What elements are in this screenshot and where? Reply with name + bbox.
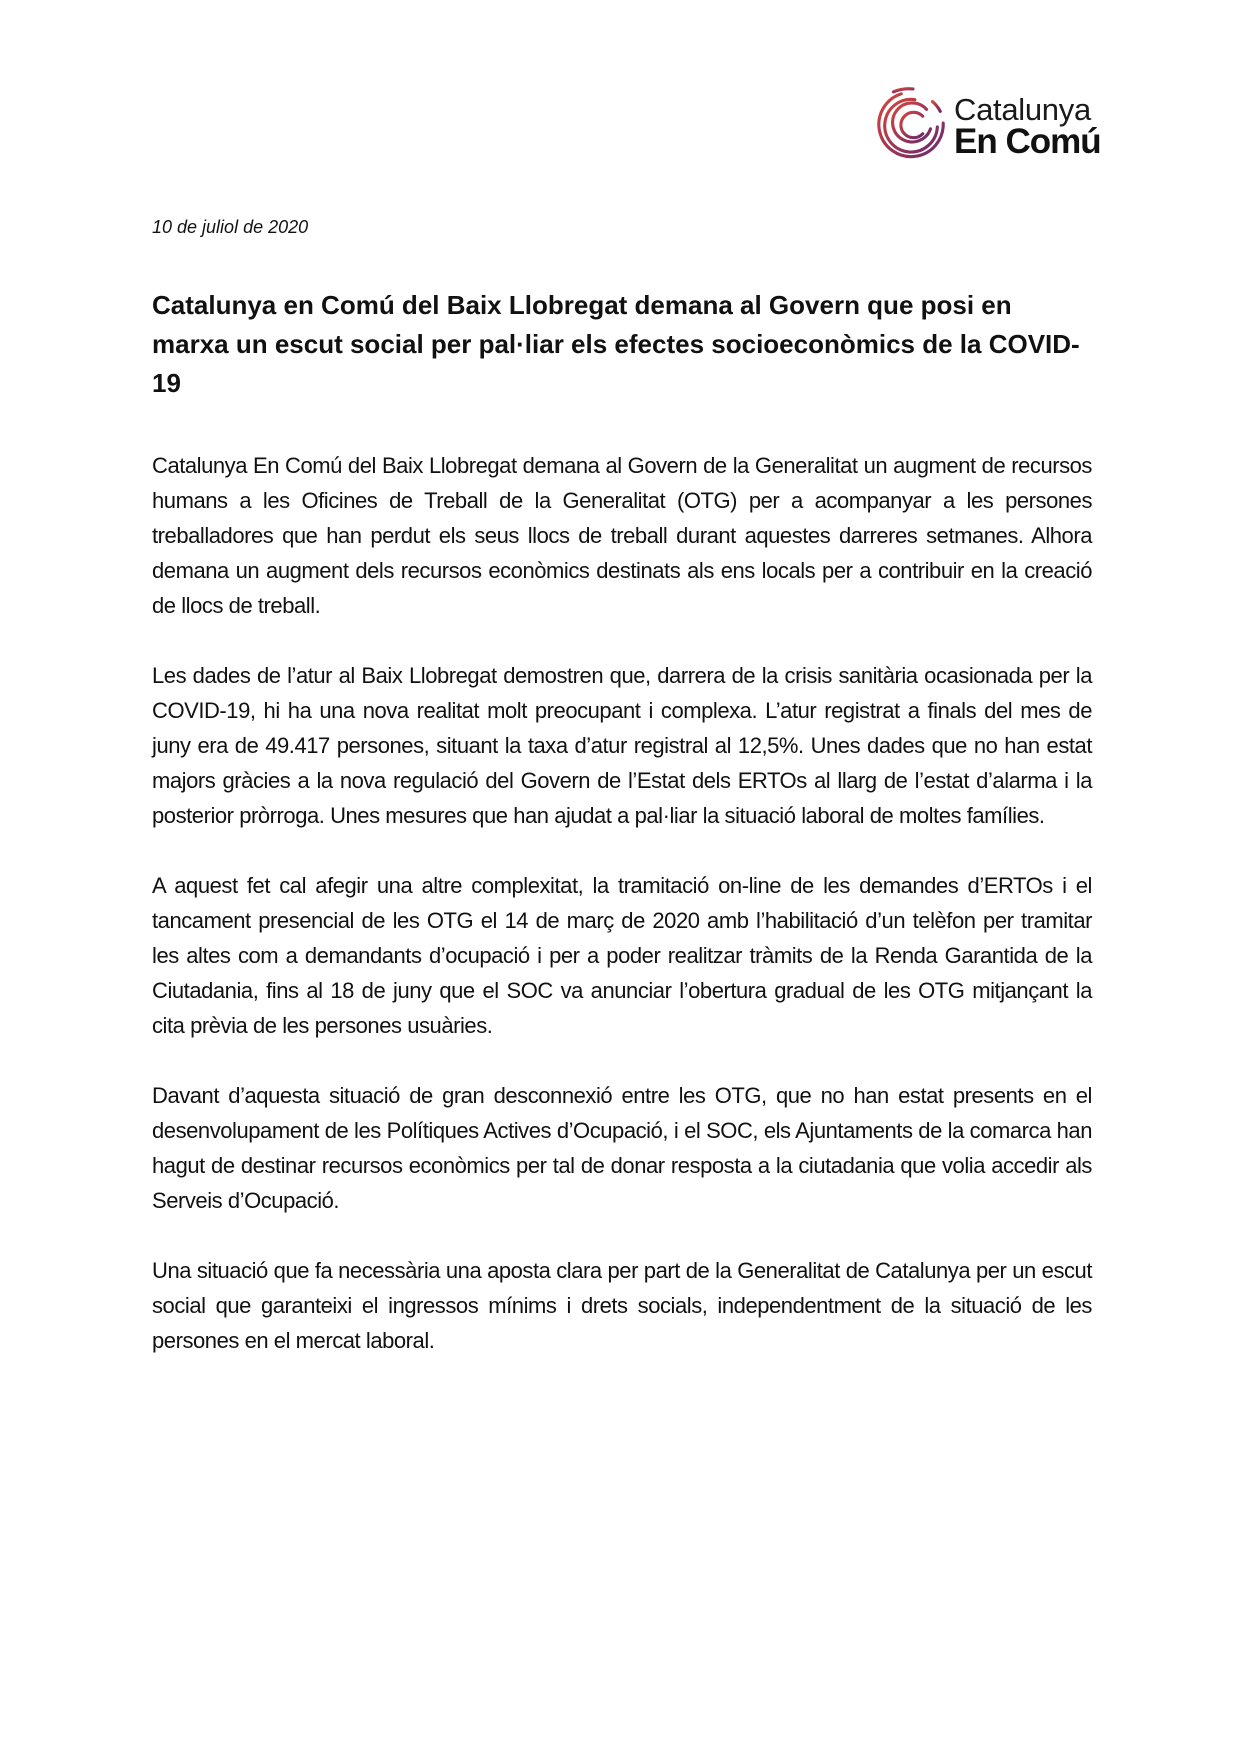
logo-text-en-comu: En Comú [954,122,1101,161]
document-title: Catalunya en Comú del Baix Llobregat demana al Govern que posi en marxa un escut social per pal·liar els efectes socioeconòmics de la COVID-19 [152,290,1080,398]
spiral-logo-icon [872,86,950,164]
paragraph: A aquest fet cal afegir una altre complexitat, la tramitació on-line de les demandes d’ERTOs i el tancament presencial de les OTG el 14 de març de 2020 amb l’habilitació d’un telèfon per tramitar les altes com a demandants d’ocupació i per a poder realitzar tràmits de la Renda Garantida de la Ciutadania, fins al 18 de juny que el SOC va anunciar l’obertura gradual de les OTG mitjançant la cita prèvia de les persones usuàries. [152,873,1092,1038]
logo-text-catalunya: Catalunya [954,92,1091,127]
document-body [152,448,1092,1393]
organization-logo [872,86,1122,166]
document-date: 10 de juliol de 2020 [152,217,309,237]
paragraph: Catalunya En Comú del Baix Llobregat demana al Govern de la Generalitat un augment de recursos humans a les Oficines de Treball de la Generalitat (OTG) per a acompanyar a les persones treballadores que han perdut els seus llocs de treball durant aquestes darreres setmanes. Alhora demana un augment dels recursos econòmics destinats als ens locals per a contribuir en la creació de llocs de treball. [152,453,1092,618]
paragraph: Davant d’aquesta situació de gran desconnexió entre les OTG, que no han estat presents en el desenvolupament de les Polítiques Actives d’Ocupació, i el SOC, els Ajuntaments de la comarca han hagut de destinar recursos econòmics per tal de donar resposta a la ciutadania que volia accedir als Serveis d’Ocupació. [152,1083,1092,1213]
paragraph: Una situació que fa necessària una aposta clara per part de la Generalitat de Catalunya per un escut social que garanteixi el ingressos mínims i drets socials, independentment de la situació de les persones en el mercat laboral. [152,1258,1092,1353]
paragraph: Les dades de l’atur al Baix Llobregat demostren que, darrera de la crisis sanitària ocasionada per la COVID-19, hi ha una nova realitat molt preocupant i complexa. L’atur registrat a finals del mes de juny era de 49.417 persones, situant la taxa d’atur registral al 12,5%. Unes dades que no han estat majors gràcies a la nova regulació del Govern de l’Estat dels ERTOs al llarg de l’estat d’alarma i la posterior pròrroga. Unes mesures que han ajudat a pal·liar la situació laboral de moltes famílies. [152,663,1092,828]
